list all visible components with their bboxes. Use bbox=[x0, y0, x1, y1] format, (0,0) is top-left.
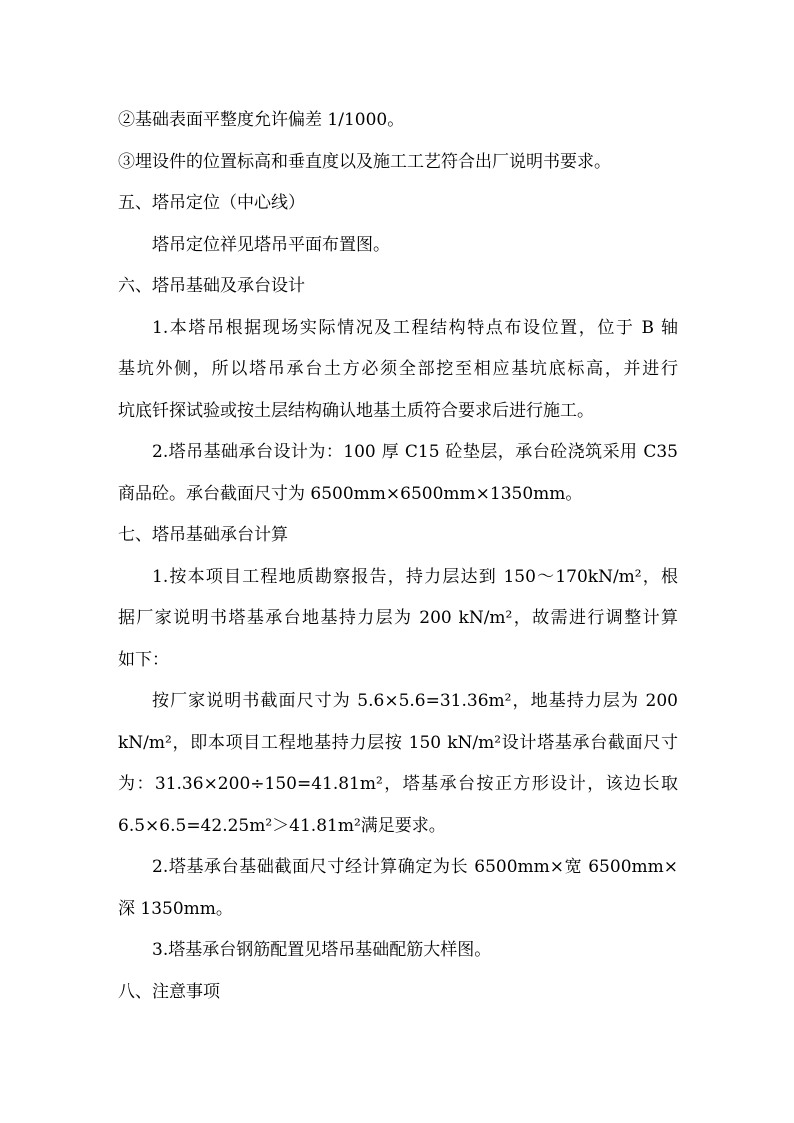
paragraph-line: 为：31.36×200÷150=41.81m²，塔基承台按正方形设计，该边长取 bbox=[118, 774, 678, 794]
section-heading-6: 六、塔吊基础及承台设计 bbox=[118, 276, 305, 296]
section-heading-5: 五、塔吊定位（中心线） bbox=[118, 193, 305, 213]
paragraph-line: 按厂家说明书截面尺寸为 5.6×5.6=31.36m²，地基持力层为 200 bbox=[152, 691, 678, 711]
paragraph-line: 2.塔基承台基础截面尺寸经计算确定为长 6500mm×宽 6500mm× bbox=[152, 857, 678, 877]
paragraph-line: 如下： bbox=[118, 649, 169, 670]
requirement-item-3: ③埋设件的位置标高和垂直度以及施工工艺符合出厂说明书要求。 bbox=[118, 151, 611, 172]
paragraph-line: 1.按本项目工程地质勘察报告，持力层达到 150～170kN/m²，根 bbox=[152, 566, 678, 587]
paragraph-line: 基坑外侧，所以塔吊承台土方必须全部挖至相应基坑底标高，并进行 bbox=[118, 359, 678, 379]
paragraph-line: 深 1350mm。 bbox=[118, 898, 233, 919]
requirement-item-2: ②基础表面平整度允许偏差 1/1000。 bbox=[118, 110, 405, 130]
paragraph-line: 商品砼。承台截面尺寸为 6500mm×6500mm×1350mm。 bbox=[118, 483, 583, 504]
paragraph-line: 3.塔基承台钢筋配置见塔吊基础配筋大样图。 bbox=[152, 940, 492, 960]
document-body bbox=[118, 100, 678, 1013]
paragraph-line: 6.5×6.5=42.25m²＞41.81m²满足要求。 bbox=[118, 815, 446, 836]
section-heading-7: 七、塔吊基础承台计算 bbox=[118, 525, 288, 545]
paragraph-line: 塔吊定位祥见塔吊平面布置图。 bbox=[152, 234, 390, 255]
paragraph-line: 据厂家说明书塔基承台地基持力层为 200 kN/m²，故需进行调整计算 bbox=[118, 608, 678, 628]
paragraph-line: 2.塔吊基础承台设计为：100 厚 C15 砼垫层，承台砼浇筑采用 C35 bbox=[152, 442, 678, 462]
paragraph-line: 坑底钎探试验或按土层结构确认地基土质符合要求后进行施工。 bbox=[118, 400, 594, 421]
paragraph-line: 1.本塔吊根据现场实际情况及工程结构特点布设位置，位于 B 轴 bbox=[152, 317, 678, 338]
paragraph-line: kN/m²，即本项目工程地基持力层按 150 kN/m²设计塔基承台截面尺寸 bbox=[118, 732, 678, 753]
section-heading-8: 八、注意事项 bbox=[118, 981, 220, 1002]
